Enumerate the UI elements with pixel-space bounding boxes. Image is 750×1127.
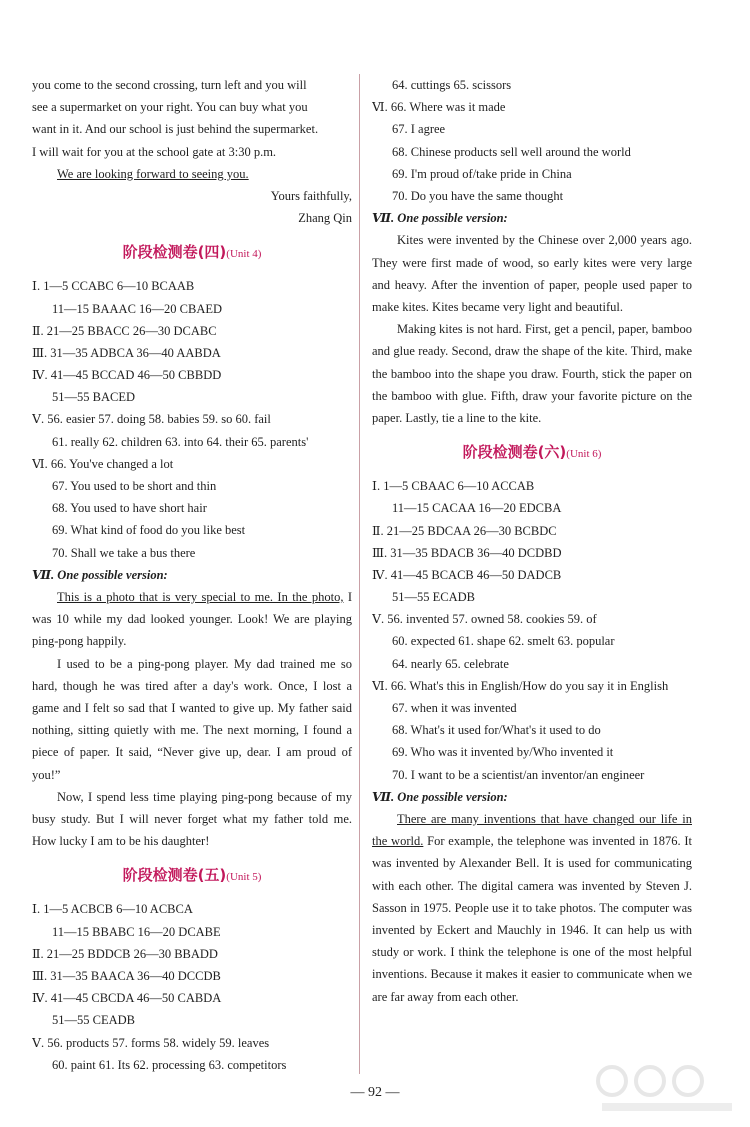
answer-line: Ⅰ. 1—5 CCABC 6—10 BCAAB [32, 279, 195, 294]
answer-line: 51—55 BACED [52, 390, 135, 405]
page-number-value: 92 [368, 1085, 382, 1100]
sign-off: Yours faithfully, [270, 188, 352, 203]
letter-line: see a supermarket on your right. You can buy what you [32, 100, 308, 115]
answer-line: 67. I agree [392, 122, 446, 137]
essay-paragraph: I used to be a ping-pong player. My dad trained me so hard, though he was tired after a day's work. Once, I lost a game and I felt so sad that I wanted to give up. My father said nothing, sitting quietly with me. The next morning, I found a piece of paper. It said, “Never give up, dear. I am proud of you!” [32, 656, 352, 782]
answer-line: 64. cuttings 65. scissors [392, 78, 512, 92]
answer-line: 51—55 CEADB [52, 1013, 135, 1028]
section-title: 阶段检测卷(五) [122, 866, 227, 885]
letter-close: We are looking forward to seeing you. [57, 166, 249, 181]
essay-underlined: This is a photo that is very special to me. In the photo, [57, 589, 344, 604]
signature: Zhang Qin [298, 211, 352, 226]
answer-line: Ⅵ. 66. What's this in English/How do you say it in English [372, 678, 669, 693]
essay-paragraph: Now, I spend less time playing ping-pong because of my busy study. But I will never forget what my father told me. How lucky I am to be his daughter! [32, 789, 352, 849]
section-title: 阶段检测卷(六) [462, 443, 567, 462]
answer-line: 67. You used to be short and thin [52, 479, 217, 493]
letter-line: I will wait for you at the school gate at 3:30 p.m. [32, 144, 277, 159]
essay-text: I was 10 while my dad looked younger. Look! We are playing ping-pong happily. [32, 589, 352, 649]
answer-line: 69. What kind of food do you like best [52, 523, 246, 538]
answer-line: 68. What's it used for/What's it used to do [392, 723, 601, 738]
answer-line: Ⅰ. 1—5 CBAAC 6—10 ACCAB [372, 479, 535, 494]
section-unit: (Unit 5) [226, 871, 262, 884]
answer-line: 11—15 BBABC 16—20 DCABE [52, 924, 221, 939]
answer-line: 69. Who was it invented by/Who invented it [392, 745, 614, 760]
answer-line: Ⅰ. 1—5 ACBCB 6—10 ACBCA [32, 902, 193, 917]
section-unit: (Unit 6) [566, 448, 602, 461]
essay-label: Ⅶ. One possible version: [372, 211, 508, 226]
answer-line: 70. Do you have the same thought [392, 188, 564, 203]
answer-line: Ⅳ. 41—45 CBCDA 46—50 CABDA [32, 991, 222, 1006]
answer-line: 70. I want to be a scientist/an inventor/an engineer [392, 767, 645, 782]
answer-line: Ⅱ. 21—25 BDCAA 26—30 BCBDC [372, 523, 557, 538]
answer-line: 70. Shall we take a bus there [52, 545, 196, 560]
essay-paragraph: Kites were invented by the Chinese over 2,000 years ago. They were first made of wood, so early kites were very large and heavy. After the invention of paper, people used paper to make kites. Kites became very light and beautiful. [372, 233, 692, 314]
answer-line: Ⅵ. 66. Where was it made [372, 100, 506, 115]
answer-line: Ⅳ. 41—45 BCCAD 46—50 CBBDD [32, 368, 222, 383]
answer-line: 60. paint 61. Its 62. processing 63. competitors [52, 1057, 287, 1072]
answer-line: 11—15 CACAA 16—20 EDCBA [392, 501, 562, 516]
answer-line: Ⅱ. 21—25 BBACC 26—30 DCABC [32, 323, 217, 338]
answer-line: Ⅴ. 56. invented 57. owned 58. cookies 59. of [372, 612, 597, 627]
answer-line: Ⅲ. 31—35 BDACB 36—40 DCDBD [372, 545, 562, 560]
section-title: 阶段检测卷(四) [122, 243, 227, 262]
answer-line: 68. You used to have short hair [52, 501, 207, 516]
dash-right: — [385, 1085, 400, 1100]
essay-underlined: There are many inventions that have changed our life in the world. [372, 811, 692, 849]
answer-line: 64. nearly 65. celebrate [392, 656, 509, 671]
answer-line: Ⅵ. 66. You've changed a lot [32, 456, 174, 471]
essay-paragraph: Making kites is not hard. First, get a pencil, paper, bamboo and glue ready. Second, draw the shape of the kite. Third, make the bamboo into the shape you draw. Fourth, stick the paper on the bamboo with glue. Fifth, draw your favorite picture on the paper. Lastly, tie a line to the kite. [372, 322, 692, 425]
answer-line: Ⅲ. 31—35 ADBCA 36—40 AABDA [32, 345, 221, 360]
essay-paragraph [372, 808, 692, 1008]
essay-paragraph [32, 586, 352, 653]
answer-line: 68. Chinese products sell well around the world [392, 144, 631, 159]
answer-line: 67. when it was invented [392, 701, 517, 716]
answer-line: 60. expected 61. shape 62. smelt 63. popular [392, 634, 615, 649]
section-heading-6 [372, 429, 692, 475]
letter-line: you come to the second crossing, turn left and you will [32, 78, 307, 92]
answer-line: 11—15 BAAAC 16—20 CBAED [52, 301, 223, 316]
answer-line: Ⅱ. 21—25 BDDCB 26—30 BBADD [32, 946, 218, 961]
answer-line: Ⅴ. 56. easier 57. doing 58. babies 59. so 60. fail [32, 412, 271, 427]
essay-label: Ⅶ. One possible version: [32, 567, 168, 582]
essay-label: Ⅶ. One possible version: [372, 789, 508, 804]
essay-text: For example, the telephone was invented in 1876. It was invented by Alexander Bell. It is used for communicating with each other. The digital camera was invented by Steven J. Sasson in 1975. People use it to take photos. The computer was invented by Eckert and Mauchly in 1946. It can help us with study or work. I think the telephone is one of the most helpful inventions. Because it makes it easier to communicate when we are far away from each other. [372, 834, 693, 1004]
section-unit: (Unit 4) [226, 248, 262, 261]
watermark-logo [592, 1059, 742, 1119]
answer-line: 61. really 62. children 63. into 64. their 65. parents' [52, 434, 309, 449]
section-heading-5 [32, 852, 352, 898]
answer-line: Ⅳ. 41—45 BCACB 46—50 DADCB [372, 567, 562, 582]
answer-line: 51—55 ECADB [392, 590, 475, 605]
section-heading-4 [32, 229, 352, 275]
dash-left: — [350, 1085, 365, 1100]
right-column [372, 74, 692, 1008]
letter-line: want in it. And our school is just behind the supermarket. [32, 122, 319, 137]
answer-line: 69. I'm proud of/take pride in China [392, 166, 572, 181]
left-column [32, 74, 352, 1076]
answer-line: Ⅲ. 31—35 BAACA 36—40 DCCDB [32, 968, 221, 983]
answer-line: Ⅴ. 56. products 57. forms 58. widely 59. leaves [32, 1035, 270, 1050]
column-divider [359, 74, 360, 1074]
